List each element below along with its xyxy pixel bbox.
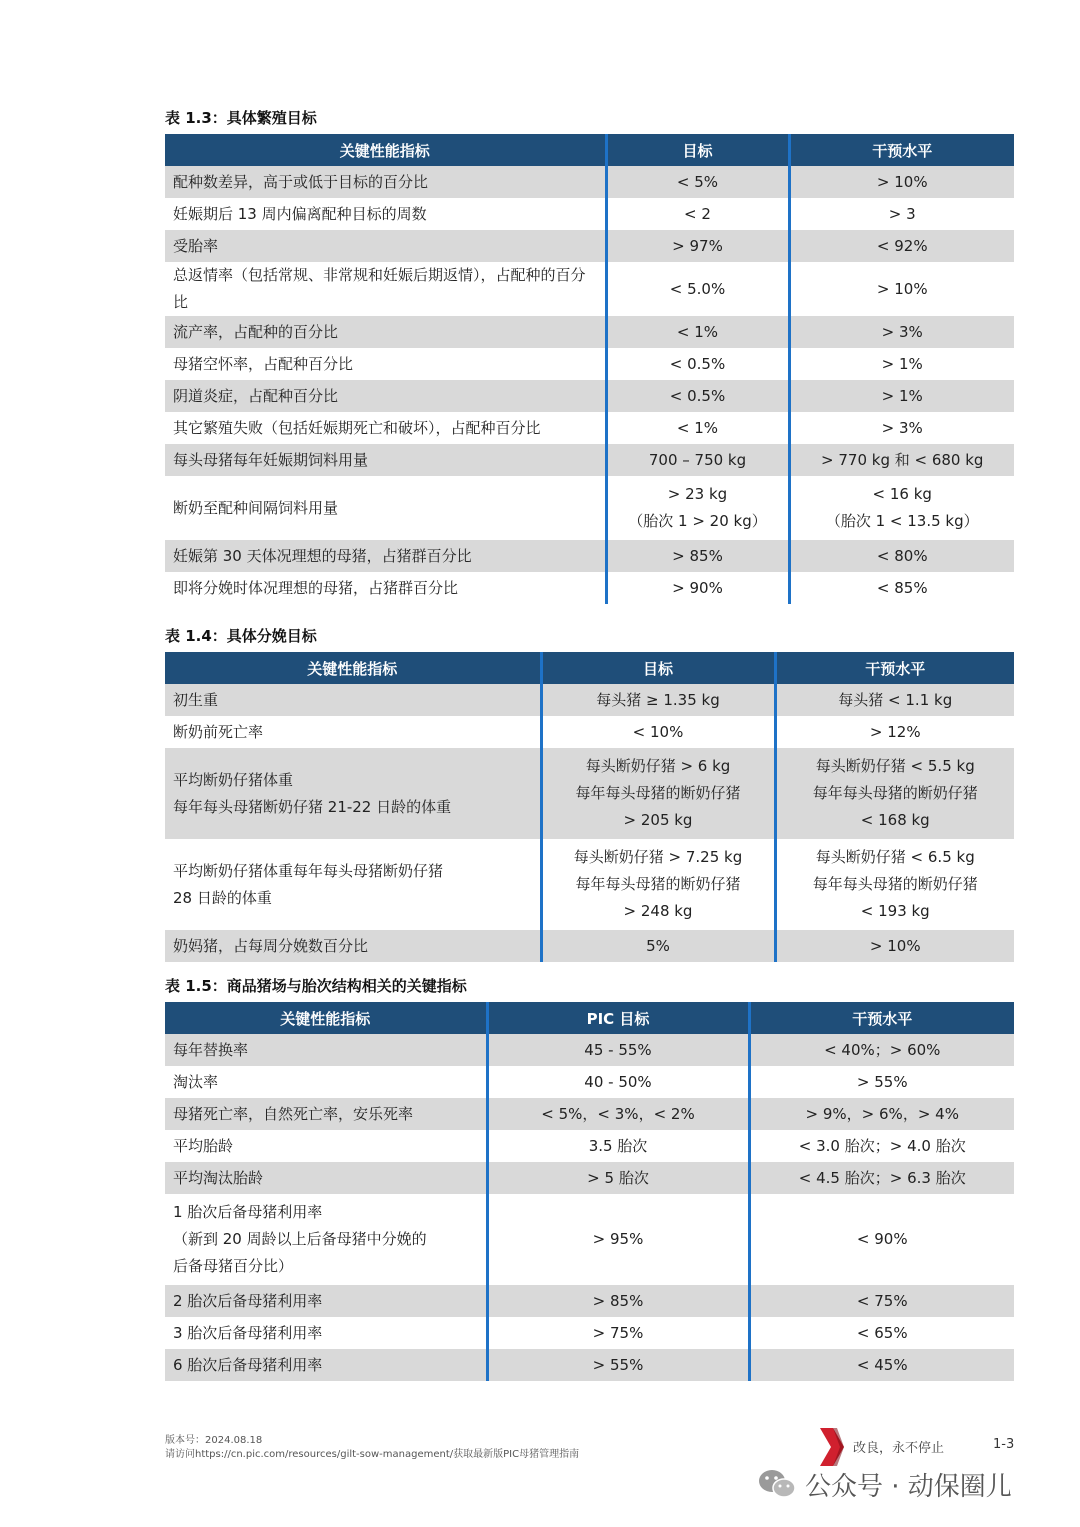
kpi-cell: 断奶前死亡率: [165, 716, 541, 748]
target-cell: > 97%: [606, 230, 789, 262]
target-cell: > 75%: [487, 1317, 749, 1349]
kpi-cell: 6 胎次后备母猪利用率: [165, 1349, 487, 1381]
target-cell: > 23 kg （胎次 1 > 20 kg）: [606, 476, 789, 540]
intervention-cell: > 55%: [749, 1066, 1014, 1098]
kpi-cell: 淘汰率: [165, 1066, 487, 1098]
intervention-cell: 每头断奶仔猪 < 5.5 kg 每年每头母猪的断奶仔猪 < 168 kg: [775, 748, 1014, 839]
table-row: [165, 166, 1014, 198]
kpi-cell: 其它繁殖失败（包括妊娠期死亡和破坏），占配种百分比: [165, 412, 606, 444]
target-cell: < 2: [606, 198, 789, 230]
table-row: [165, 930, 1014, 962]
kpi-cell: 妊娠第 30 天体况理想的母猪，占猪群百分比: [165, 540, 606, 572]
target-cell: < 5.0%: [606, 262, 789, 316]
table-row: [165, 1098, 1014, 1130]
kpi-cell: 平均断奶仔猪体重 每年每头母猪断奶仔猪 21-22 日龄的体重: [165, 748, 541, 839]
table-row: [165, 1285, 1014, 1317]
kpi-cell: 母猪空怀率，占配种百分比: [165, 348, 606, 380]
column-header: 干预水平: [775, 652, 1014, 684]
kpi-cell: 即将分娩时体况理想的母猪，占猪群百分比: [165, 572, 606, 604]
column-header: 干预水平: [789, 134, 1014, 166]
target-cell: 每头断奶仔猪 > 7.25 kg 每年每头母猪的断奶仔猪 > 248 kg: [541, 839, 775, 930]
kpi-cell: 平均淘汰胎龄: [165, 1162, 487, 1194]
target-cell: < 1%: [606, 316, 789, 348]
kpi-cell: 总返情率（包括常规、非常规和妊娠后期返情），占配种的百分比: [165, 262, 606, 316]
table-row: [165, 1066, 1014, 1098]
target-cell: < 1%: [606, 412, 789, 444]
table-row: [165, 572, 1014, 604]
slogan: 改良，永不停止: [853, 1441, 945, 1456]
intervention-cell: < 4.5 胎次；> 6.3 胎次: [749, 1162, 1014, 1194]
target-cell: > 95%: [487, 1194, 749, 1285]
column-header: 关键性能指标: [165, 652, 541, 684]
pic-chevron-logo-icon: [818, 1428, 844, 1466]
column-header: 干预水平: [749, 1002, 1014, 1034]
table-row: [165, 412, 1014, 444]
table-row: [165, 348, 1014, 380]
target-cell: > 5 胎次: [487, 1162, 749, 1194]
table-header: [165, 652, 1014, 684]
wechat-icon: [757, 1468, 797, 1500]
intervention-cell: > 1%: [789, 348, 1014, 380]
kpi-cell: 母猪死亡率，自然死亡率，安乐死率: [165, 1098, 487, 1130]
farrowing-targets-table: [165, 652, 1014, 962]
target-cell: 45 - 55%: [487, 1034, 749, 1066]
table-header: [165, 1002, 1014, 1034]
kpi-cell: 每年替换率: [165, 1034, 487, 1066]
table-row: [165, 1130, 1014, 1162]
intervention-cell: 每头猪 < 1.1 kg: [775, 684, 1014, 716]
kpi-cell: 1 胎次后备母猪利用率 （新到 20 周龄以上后备母猪中分娩的 后备母猪百分比）: [165, 1194, 487, 1285]
target-cell: > 85%: [606, 540, 789, 572]
target-cell: < 0.5%: [606, 348, 789, 380]
kpi-cell: 妊娠期后 13 周内偏离配种目标的周数: [165, 198, 606, 230]
column-header: 关键性能指标: [165, 1002, 487, 1034]
intervention-cell: < 92%: [789, 230, 1014, 262]
visit-url-text[interactable]: 请访问https://cn.pic.com/resources/gilt-sow-management/获取最新版PIC母猪管理指南: [165, 1449, 580, 1460]
table-1-3: [165, 106, 1014, 604]
kpi-cell: 流产率，占配种的百分比: [165, 316, 606, 348]
watermark-text: 公众号 · 动保圈儿: [805, 1471, 1012, 1502]
column-header: 关键性能指标: [165, 134, 606, 166]
kpi-cell: 每头母猪每年妊娠期饲料用量: [165, 444, 606, 476]
intervention-cell: < 45%: [749, 1349, 1014, 1381]
kpi-cell: 奶妈猪，占每周分娩数百分比: [165, 930, 541, 962]
table-title: 表 1.4：具体分娩目标: [165, 627, 317, 645]
kpi-cell: 3 胎次后备母猪利用率: [165, 1317, 487, 1349]
wechat-watermark: [757, 1464, 1012, 1504]
intervention-cell: > 10%: [789, 166, 1014, 198]
table-row: [165, 198, 1014, 230]
table-1-5: [165, 974, 1014, 1381]
target-cell: 每头断奶仔猪 > 6 kg 每年每头母猪的断奶仔猪 > 205 kg: [541, 748, 775, 839]
table-row: [165, 748, 1014, 839]
header-row: [165, 652, 1014, 684]
table-row: [165, 716, 1014, 748]
table-row: [165, 1194, 1014, 1285]
intervention-cell: > 3: [789, 198, 1014, 230]
table-title: 表 1.5：商品猪场与胎次结构相关的关键指标: [165, 977, 467, 995]
kpi-cell: 平均胎龄: [165, 1130, 487, 1162]
table-row: [165, 1317, 1014, 1349]
table-body: [165, 166, 1014, 604]
table-body: [165, 684, 1014, 962]
table-body: [165, 1034, 1014, 1381]
intervention-cell: < 3.0 胎次；> 4.0 胎次: [749, 1130, 1014, 1162]
intervention-cell: > 770 kg 和 < 680 kg: [789, 444, 1014, 476]
kpi-cell: 2 胎次后备母猪利用率: [165, 1285, 487, 1317]
intervention-cell: > 3%: [789, 316, 1014, 348]
table-row: [165, 684, 1014, 716]
table-row: [165, 230, 1014, 262]
table-row: [165, 1034, 1014, 1066]
column-header: PIC 目标: [487, 1002, 749, 1034]
version-text: 版本号：2024.08.18: [165, 1435, 263, 1446]
table-title: 表 1.3：具体繁殖目标: [165, 109, 317, 127]
target-cell: > 90%: [606, 572, 789, 604]
intervention-cell: < 90%: [749, 1194, 1014, 1285]
table-row: [165, 444, 1014, 476]
table-row: [165, 1349, 1014, 1381]
kpi-cell: 断奶至配种间隔饲料用量: [165, 476, 606, 540]
target-cell: 5%: [541, 930, 775, 962]
intervention-cell: < 65%: [749, 1317, 1014, 1349]
intervention-cell: > 10%: [775, 930, 1014, 962]
target-cell: 40 - 50%: [487, 1066, 749, 1098]
intervention-cell: < 40%；> 60%: [749, 1034, 1014, 1066]
target-cell: > 55%: [487, 1349, 749, 1381]
target-cell: < 5%，< 3%，< 2%: [487, 1098, 749, 1130]
target-cell: < 10%: [541, 716, 775, 748]
table-row: [165, 540, 1014, 572]
table-row: [165, 262, 1014, 316]
target-cell: > 85%: [487, 1285, 749, 1317]
intervention-cell: > 10%: [789, 262, 1014, 316]
intervention-cell: > 12%: [775, 716, 1014, 748]
column-header: 目标: [606, 134, 789, 166]
header-row: [165, 1002, 1014, 1034]
parity-structure-table: [165, 1002, 1014, 1381]
header-row: [165, 134, 1014, 166]
intervention-cell: < 80%: [789, 540, 1014, 572]
intervention-cell: > 9%，> 6%，> 4%: [749, 1098, 1014, 1130]
target-cell: < 5%: [606, 166, 789, 198]
footer-info: [165, 1434, 579, 1462]
table-row: [165, 316, 1014, 348]
kpi-cell: 阴道炎症，占配种百分比: [165, 380, 606, 412]
intervention-cell: > 3%: [789, 412, 1014, 444]
intervention-cell: < 85%: [789, 572, 1014, 604]
kpi-cell: 初生重: [165, 684, 541, 716]
intervention-cell: < 75%: [749, 1285, 1014, 1317]
table-row: [165, 476, 1014, 540]
column-header: 目标: [541, 652, 775, 684]
kpi-cell: 受胎率: [165, 230, 606, 262]
target-cell: 每头猪 ≥ 1.35 kg: [541, 684, 775, 716]
intervention-cell: > 1%: [789, 380, 1014, 412]
target-cell: 3.5 胎次: [487, 1130, 749, 1162]
table-header: [165, 134, 1014, 166]
page-number: 1-3: [993, 1437, 1015, 1452]
intervention-cell: < 16 kg （胎次 1 < 13.5 kg）: [789, 476, 1014, 540]
table-row: [165, 380, 1014, 412]
target-cell: < 0.5%: [606, 380, 789, 412]
table-row: [165, 1162, 1014, 1194]
table-row: [165, 839, 1014, 930]
table-1-4: [165, 624, 1014, 962]
target-cell: 700 – 750 kg: [606, 444, 789, 476]
intervention-cell: 每头断奶仔猪 < 6.5 kg 每年每头母猪的断奶仔猪 < 193 kg: [775, 839, 1014, 930]
kpi-cell: 配种数差异，高于或低于目标的百分比: [165, 166, 606, 198]
kpi-cell: 平均断奶仔猪体重每年每头母猪断奶仔猪 28 日龄的体重: [165, 839, 541, 930]
breeding-targets-table: [165, 134, 1014, 604]
